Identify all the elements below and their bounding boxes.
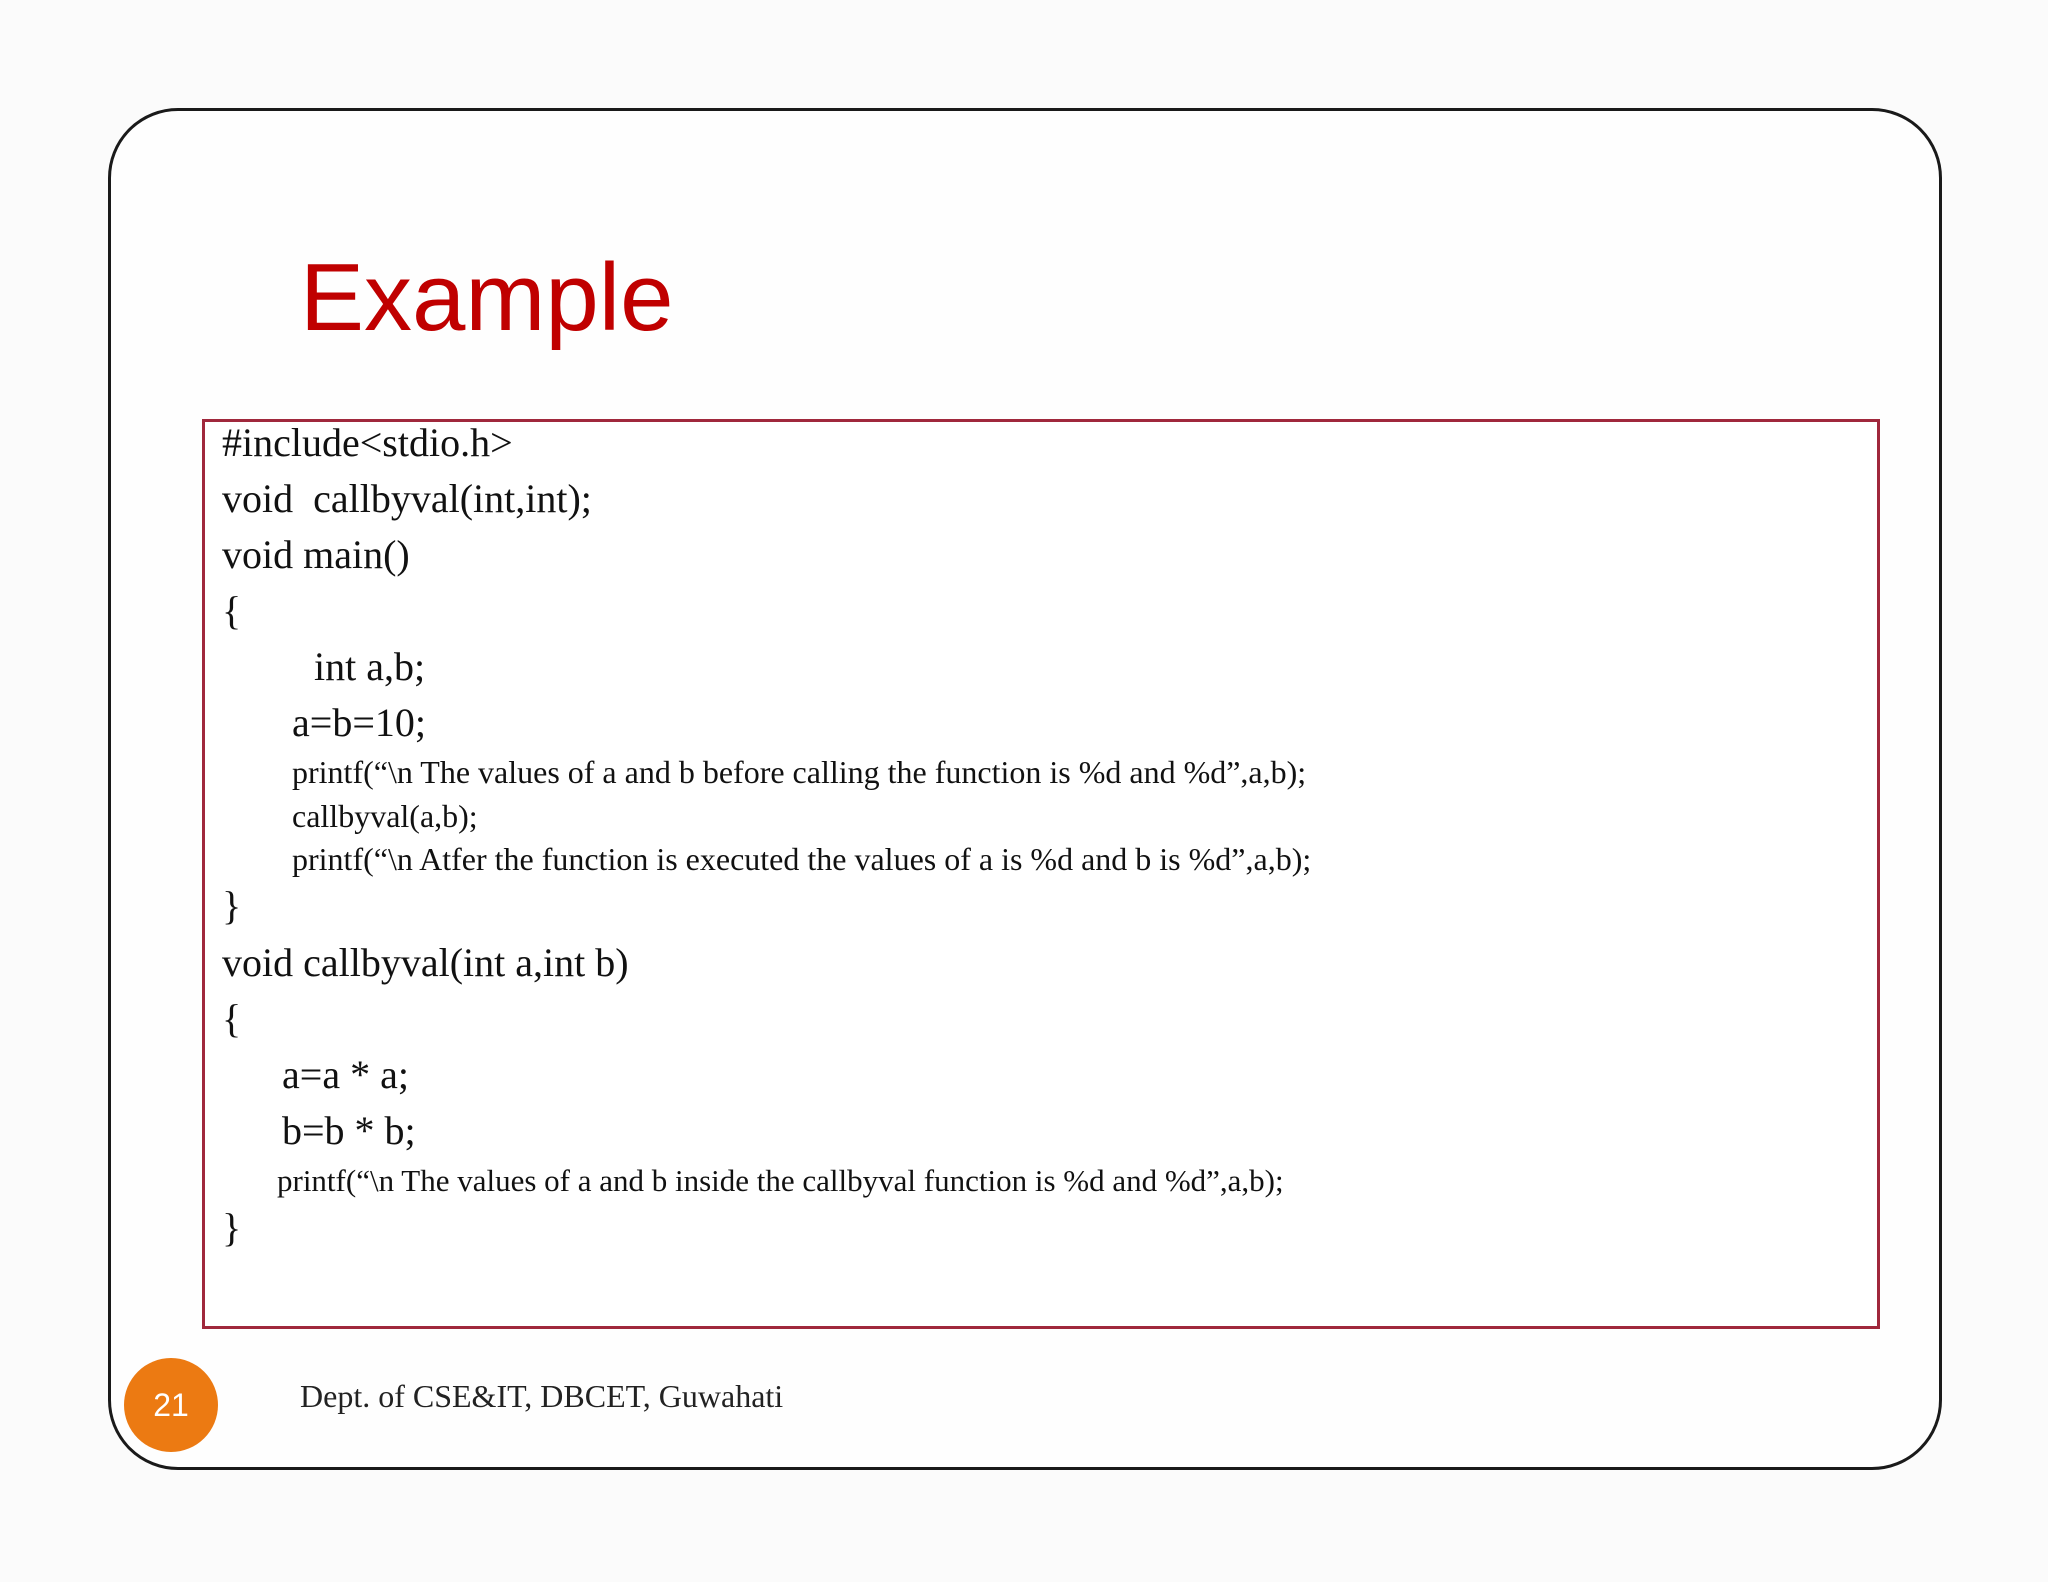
- code-line: {: [222, 996, 242, 1041]
- code-line: }: [222, 1205, 242, 1250]
- code-line: a=b=10;: [292, 700, 426, 745]
- code-line: void main(): [222, 532, 410, 577]
- code-line: callbyval(a,b);: [292, 798, 478, 834]
- code-line: b=b * b;: [282, 1108, 416, 1153]
- code-line: int a,b;: [314, 644, 426, 689]
- code-line: #include<stdio.h>: [222, 420, 513, 465]
- code-line: printf(“\n The values of a and b inside the callbyval function is %d and %d”,a,b);: [277, 1163, 1284, 1198]
- page-number: 21: [153, 1386, 189, 1423]
- code-line: printf(“\n The values of a and b before calling the function is %d and %d”,a,b);: [292, 754, 1307, 790]
- code-line: {: [222, 588, 242, 633]
- code-line: void callbyval(int a,int b): [222, 940, 629, 985]
- code-line: }: [222, 883, 242, 928]
- code-line: a=a * a;: [282, 1052, 409, 1097]
- footer-text: Dept. of CSE&IT, DBCET, Guwahati: [300, 1378, 784, 1414]
- code-line: void callbyval(int,int);: [222, 476, 592, 521]
- code-line: printf(“\n Atfer the function is executed the values of a is %d and b is %d”,a,b);: [292, 841, 1312, 877]
- slide-title: Example: [300, 244, 674, 351]
- page-number-badge: [124, 1358, 218, 1452]
